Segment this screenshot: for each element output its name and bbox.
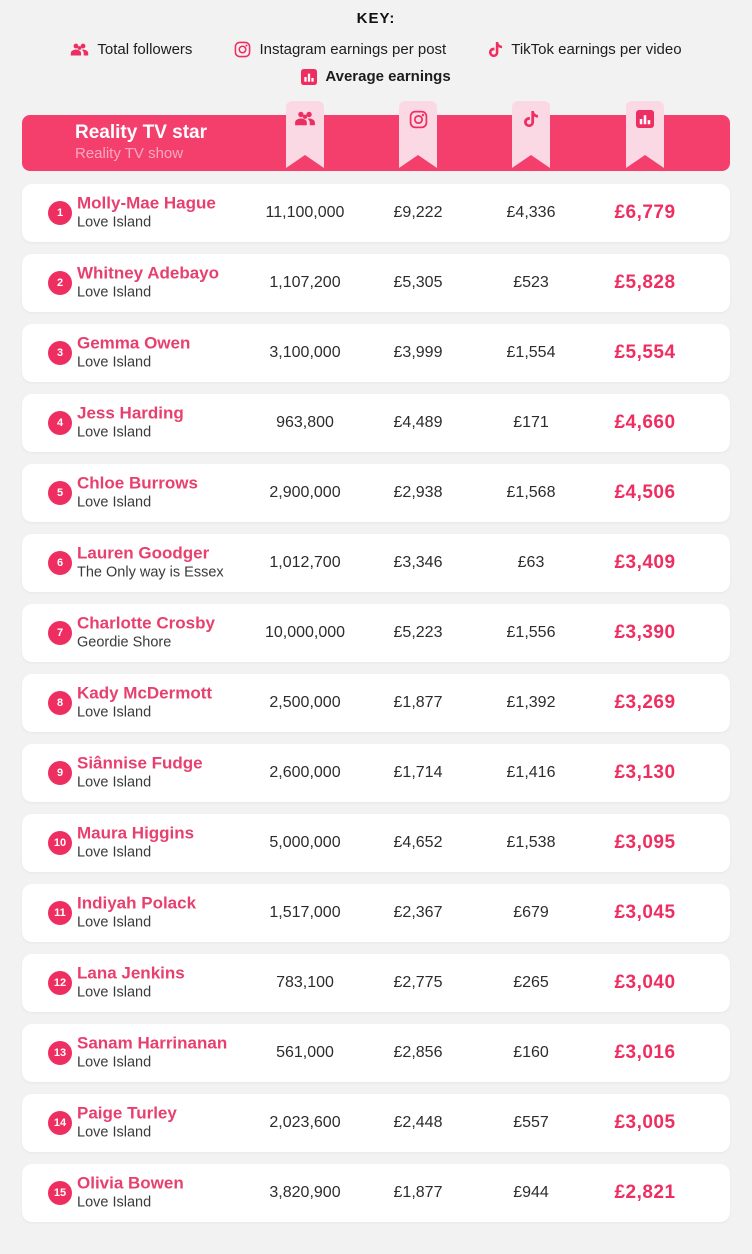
rank-badge: 9: [48, 761, 72, 785]
average-earnings-value: £6,779: [614, 202, 676, 223]
average-earnings-value: £3,045: [614, 902, 676, 923]
key-average-row: [0, 68, 752, 85]
total-followers-value: 2,023,600: [269, 1114, 341, 1131]
star-identity: [77, 1174, 277, 1213]
rank-badge: 13: [48, 1041, 72, 1065]
star-name: Indiyah Polack: [77, 893, 197, 913]
star-name: Jess Harding: [77, 403, 184, 423]
table-rows: [22, 184, 730, 1222]
star-name: Kady McDermott: [77, 683, 213, 703]
instagram-earnings-value: £9,222: [393, 204, 443, 221]
average-earnings-value: £2,821: [614, 1182, 676, 1203]
star-identity: [77, 964, 277, 1003]
table-row: [22, 534, 730, 592]
table-row: [22, 184, 730, 242]
instagram-icon: [234, 41, 251, 58]
instagram-earnings-value: £2,775: [393, 974, 443, 991]
rank-badge: 14: [48, 1111, 72, 1135]
star-identity: [77, 264, 277, 303]
tiktok-earnings-value: £160: [513, 1044, 549, 1061]
key-items: [0, 41, 752, 58]
key-item-total-followers: [70, 41, 192, 58]
tiktok-icon: [523, 110, 539, 128]
total-followers-value: 2,500,000: [269, 694, 341, 711]
instagram-earnings-value: £5,223: [393, 624, 443, 641]
star-show: Love Island: [77, 985, 152, 1001]
star-name: Gemma Owen: [77, 333, 191, 353]
key-item-label: Total followers: [97, 41, 193, 58]
star-identity: [77, 334, 277, 373]
tiktok-earnings-value: £1,416: [506, 764, 556, 781]
star-name: Olivia Bowen: [77, 1173, 184, 1193]
total-followers-value: 11,100,000: [265, 204, 345, 221]
average-earnings-value: £3,409: [614, 552, 676, 573]
key-item-label: TikTok earnings per video: [511, 41, 682, 58]
instagram-earnings-value: £5,305: [393, 274, 443, 291]
star-show: Love Island: [77, 705, 152, 721]
instagram-earnings-value: £3,346: [393, 554, 443, 571]
tiktok-earnings-value: £1,392: [506, 694, 556, 711]
header-title: Reality TV star: [75, 122, 207, 144]
followers-icon: [294, 110, 316, 128]
star-identity: [77, 474, 277, 513]
star-show: Love Island: [77, 425, 152, 441]
star-name: Lana Jenkins: [77, 963, 185, 983]
average-earnings-value: £4,506: [614, 482, 676, 503]
rank-badge: 12: [48, 971, 72, 995]
tiktok-earnings-value: £4,336: [506, 204, 556, 221]
total-followers-value: 963,800: [276, 414, 334, 431]
rank-badge: 7: [48, 621, 72, 645]
tiktok-earnings-value: £679: [513, 904, 549, 921]
tiktok-earnings-value: £523: [513, 274, 549, 291]
star-identity: [77, 194, 277, 233]
star-name: Sanam Harrinanan: [77, 1033, 228, 1053]
instagram-earnings-value: £4,489: [393, 414, 443, 431]
average-earnings-value: £5,828: [614, 272, 676, 293]
key-item-instagram: [234, 41, 446, 58]
star-show: Love Island: [77, 285, 152, 301]
average-earnings-value: £3,016: [614, 1042, 676, 1063]
rank-badge: 1: [48, 201, 72, 225]
tiktok-earnings-value: £1,556: [506, 624, 556, 641]
star-identity: [77, 824, 277, 863]
instagram-earnings-value: £2,856: [393, 1044, 443, 1061]
average-earnings-icon: [636, 110, 654, 128]
table-header-bar: [22, 115, 730, 171]
average-earnings-value: £3,040: [614, 972, 676, 993]
table-row: [22, 1024, 730, 1082]
table-row: [22, 744, 730, 802]
followers-icon: [70, 42, 89, 58]
key-item-average-earnings: [301, 68, 450, 85]
table-row: [22, 674, 730, 732]
tiktok-earnings-value: £1,568: [506, 484, 556, 501]
table-row: [22, 394, 730, 452]
table-row: [22, 884, 730, 942]
instagram-earnings-value: £2,938: [393, 484, 443, 501]
star-identity: [77, 404, 277, 443]
tiktok-earnings-value: £1,554: [506, 344, 556, 361]
average-earnings-value: £3,005: [614, 1112, 676, 1133]
total-followers-value: 10,000,000: [264, 624, 346, 641]
table-row: [22, 1164, 730, 1222]
star-show: Love Island: [77, 1125, 152, 1141]
star-name: Molly-Mae Hague: [77, 193, 216, 213]
star-identity: [77, 684, 277, 723]
header-subtitle: Reality TV show: [75, 145, 184, 163]
table-row: [22, 814, 730, 872]
star-name: Lauren Goodger: [77, 543, 210, 563]
average-earnings-value: £5,554: [614, 342, 676, 363]
instagram-icon: [409, 110, 428, 129]
star-show: Love Island: [77, 1055, 152, 1071]
rank-badge: 10: [48, 831, 72, 855]
rank-badge: 5: [48, 481, 72, 505]
tiktok-earnings-value: £265: [513, 974, 549, 991]
key-title: KEY:: [356, 10, 396, 27]
instagram-earnings-value: £1,877: [393, 694, 443, 711]
key-item-label: Instagram earnings per post: [259, 41, 447, 58]
average-earnings-value: £3,269: [614, 692, 676, 713]
average-earnings-value: £4,660: [614, 412, 676, 433]
star-name: Maura Higgins: [77, 823, 195, 843]
average-earnings-icon: [301, 69, 317, 85]
instagram-earnings-value: £1,714: [393, 764, 443, 781]
star-identity: [77, 544, 277, 583]
tiktok-icon: [488, 41, 503, 58]
star-show: Love Island: [77, 495, 152, 511]
table-row: [22, 604, 730, 662]
instagram-earnings-value: £2,448: [393, 1114, 443, 1131]
average-earnings-value: £3,130: [614, 762, 676, 783]
instagram-earnings-value: £1,877: [393, 1184, 443, 1201]
star-show: Love Island: [77, 845, 152, 861]
star-identity: [77, 1034, 277, 1073]
total-followers-value: 1,517,000: [269, 904, 341, 921]
star-identity: [77, 754, 277, 793]
table-row: [22, 324, 730, 382]
table-row: [22, 254, 730, 312]
star-identity: [77, 894, 277, 933]
table-row: [22, 954, 730, 1012]
star-show: Love Island: [77, 1195, 152, 1211]
star-identity: [77, 1104, 277, 1143]
total-followers-value: 3,100,000: [269, 344, 341, 361]
tiktok-earnings-value: £171: [513, 414, 549, 431]
table-header: [22, 115, 730, 171]
total-followers-value: 5,000,000: [269, 834, 341, 851]
column-ribbon-tiktok: [512, 101, 550, 155]
instagram-earnings-value: £3,999: [393, 344, 443, 361]
total-followers-value: 2,600,000: [269, 764, 341, 781]
tiktok-earnings-value: £1,538: [506, 834, 556, 851]
rank-badge: 3: [48, 341, 72, 365]
star-identity: [77, 614, 277, 653]
rank-badge: 11: [48, 901, 72, 925]
rank-badge: 2: [48, 271, 72, 295]
star-show: Love Island: [77, 215, 152, 231]
rank-badge: 4: [48, 411, 72, 435]
star-name: Paige Turley: [77, 1103, 177, 1123]
instagram-earnings-value: £4,652: [393, 834, 443, 851]
column-ribbon-average: [626, 101, 664, 155]
total-followers-value: 1,012,700: [269, 554, 341, 571]
rank-badge: 8: [48, 691, 72, 715]
star-show: The Only way is Essex: [77, 565, 224, 581]
instagram-earnings-value: £2,367: [393, 904, 443, 921]
star-name: Charlotte Crosby: [77, 613, 215, 633]
star-name: Siânnise Fudge: [77, 753, 203, 773]
star-show: Geordie Shore: [77, 635, 172, 651]
column-ribbon-followers: [286, 101, 324, 155]
table-row: [22, 464, 730, 522]
total-followers-value: 1,107,200: [269, 274, 341, 291]
star-name: Chloe Burrows: [77, 473, 198, 493]
star-show: Love Island: [77, 355, 152, 371]
tiktok-earnings-value: £557: [513, 1114, 549, 1131]
star-show: Love Island: [77, 915, 152, 931]
star-name: Whitney Adebayo: [77, 263, 219, 283]
tiktok-earnings-value: £944: [513, 1184, 549, 1201]
total-followers-value: 2,900,000: [269, 484, 341, 501]
key-legend: [0, 0, 752, 85]
rank-badge: 15: [48, 1181, 72, 1205]
column-ribbon-instagram: [399, 101, 437, 155]
tiktok-earnings-value: £63: [517, 554, 545, 571]
key-item-label: Average earnings: [325, 68, 451, 85]
key-item-tiktok: [488, 41, 681, 58]
total-followers-value: 783,100: [276, 974, 334, 991]
total-followers-value: 3,820,900: [269, 1184, 341, 1201]
total-followers-value: 561,000: [276, 1044, 334, 1061]
average-earnings-value: £3,390: [614, 622, 676, 643]
average-earnings-value: £3,095: [614, 832, 676, 853]
table-row: [22, 1094, 730, 1152]
star-show: Love Island: [77, 775, 152, 791]
rank-badge: 6: [48, 551, 72, 575]
